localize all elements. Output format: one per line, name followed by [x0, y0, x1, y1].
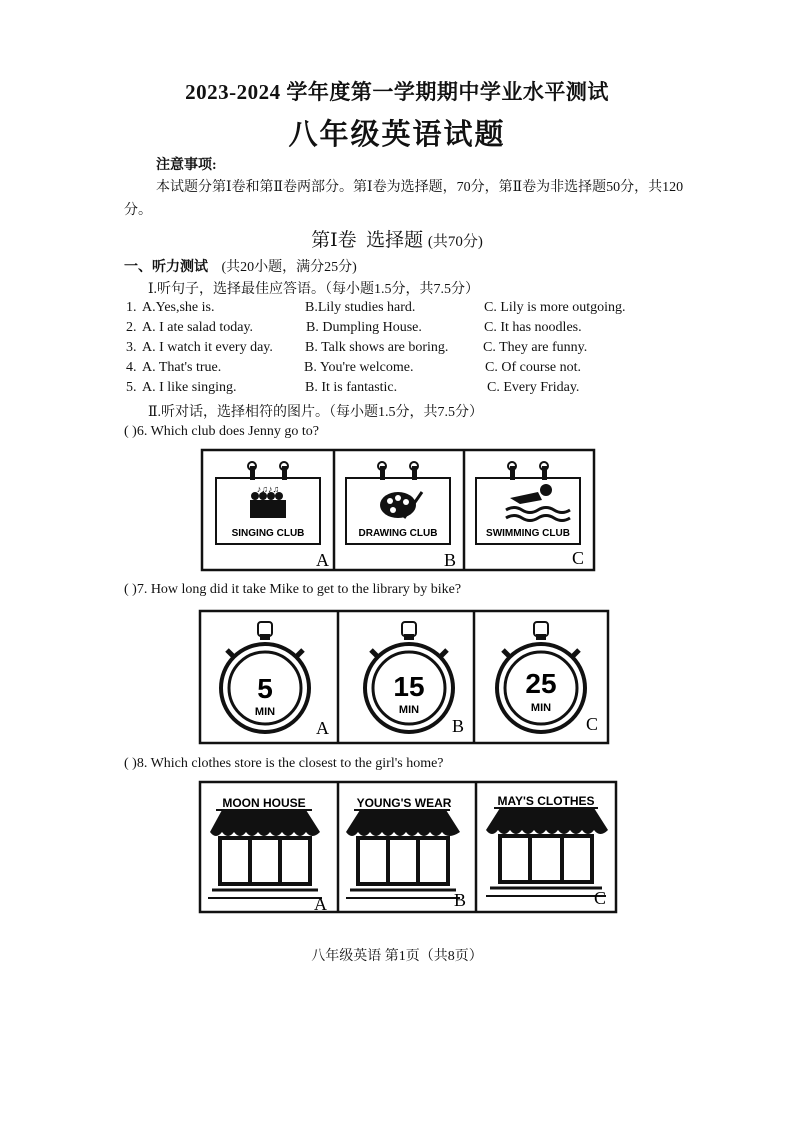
option-b: B. You're welcome. — [304, 360, 414, 375]
option-b: B.Lily studies hard. — [305, 300, 416, 315]
part-title — [0, 225, 794, 252]
question-number: 1. — [126, 300, 137, 315]
swimmer-icon — [506, 484, 570, 521]
option-a: A.Yes,she is. — [142, 300, 215, 315]
part-title-text: 第Ⅰ卷 选择题 — [311, 230, 424, 251]
section-info: (共20小题，满分25分) — [221, 260, 357, 275]
question-8-prompt: ( )8. Which clothes store is the closest to the girl's home? — [124, 756, 444, 771]
notice-body: 本试题分第Ⅰ卷和第Ⅱ卷两部分。第Ⅰ卷为选择题，70分，第Ⅱ卷为非选择题50分，共120分。 — [124, 180, 684, 218]
option-6a-letter: A — [316, 550, 329, 570]
question-number: 5. — [126, 380, 137, 395]
option-a: A. I ate salad today. — [142, 320, 254, 335]
singing-club-sign — [216, 462, 320, 544]
time-unit: MIN — [530, 702, 552, 714]
question-7-prompt: ( )7. How long did it take Mike to get to the library by bike? — [124, 582, 462, 597]
time-value: 15 — [393, 671, 425, 702]
part-score: (共70分) — [427, 234, 483, 250]
stopwatch-icon — [221, 622, 309, 732]
option-c: C. Lily is more outgoing. — [484, 300, 626, 315]
palette-icon — [380, 492, 422, 518]
question-6-prompt: ( )6. Which club does Jenny go to? — [124, 424, 319, 439]
option-6b-label: DRAWING CLUB — [358, 528, 438, 539]
option-6c-label: SWIMMING CLUB — [486, 528, 570, 539]
subsection-2-instruction: Ⅱ.听对话，选择相符的图片。（每小题1.5分，共7.5分） — [148, 405, 484, 420]
store-icon — [208, 796, 322, 898]
store-name: MOON HOUSE — [222, 796, 306, 810]
section-title: 一、听力测试 — [124, 260, 208, 275]
option-7c-letter: C — [586, 714, 599, 734]
store-icon — [486, 794, 608, 896]
store-name: MAY'S CLOTHES — [497, 794, 595, 808]
subsection-1-instruction: Ⅰ.听句子，选择最佳应答语。（每小题1.5分，共7.5分） — [148, 282, 480, 297]
option-c: C. It has noodles. — [484, 320, 582, 335]
option-a: A. I watch it every day. — [142, 340, 273, 355]
question-number: 4. — [126, 360, 137, 375]
svg-text:♪♫♪♫: ♪♫♪♫ — [256, 484, 280, 494]
option-6a-label: SINGING CLUB — [231, 528, 305, 539]
section-heading — [124, 256, 357, 276]
option-b: B. Dumpling House. — [306, 320, 422, 335]
stopwatch-icon — [497, 622, 585, 732]
option-8c-letter: C — [594, 888, 607, 908]
exam-title: 八年级英语试题 — [288, 119, 506, 151]
time-unit: MIN — [254, 706, 276, 718]
option-6c-letter: C — [572, 548, 585, 568]
option-b: B. Talk shows are boring. — [305, 340, 449, 355]
time-unit: MIN — [398, 704, 420, 716]
page-footer: 八年级英语 第1页（共8页） — [311, 949, 483, 964]
question-6-figure — [200, 448, 596, 574]
option-6b-letter: B — [444, 550, 457, 570]
option-a: A. I like singing. — [142, 380, 237, 395]
question-number: 2. — [126, 320, 137, 335]
singing-icon — [250, 484, 286, 518]
exam-header: 2023-2024 学年度第一学期期中学业水平测试 — [185, 80, 609, 104]
option-8b-letter: B — [454, 890, 467, 910]
time-value: 5 — [257, 673, 273, 704]
notice-heading: 注意事项: — [156, 158, 217, 173]
option-7a-letter: A — [316, 718, 329, 738]
option-8a-letter: A — [314, 894, 327, 914]
question-7-figure — [198, 608, 612, 748]
option-c: C. Every Friday. — [487, 380, 580, 395]
option-7b-letter: B — [452, 716, 465, 736]
store-icon — [346, 796, 460, 898]
option-b: B. It is fantastic. — [305, 380, 398, 395]
drawing-club-sign — [346, 462, 450, 544]
option-a: A. That's true. — [142, 360, 222, 375]
time-value: 25 — [525, 668, 557, 699]
stopwatch-icon — [365, 622, 453, 732]
option-c: C. Of course not. — [485, 360, 582, 375]
swimming-club-sign — [476, 462, 580, 544]
question-8-figure — [198, 780, 618, 916]
option-c: C. They are funny. — [483, 340, 588, 355]
question-number: 3. — [126, 340, 137, 355]
store-name: YOUNG'S WEAR — [356, 796, 452, 810]
